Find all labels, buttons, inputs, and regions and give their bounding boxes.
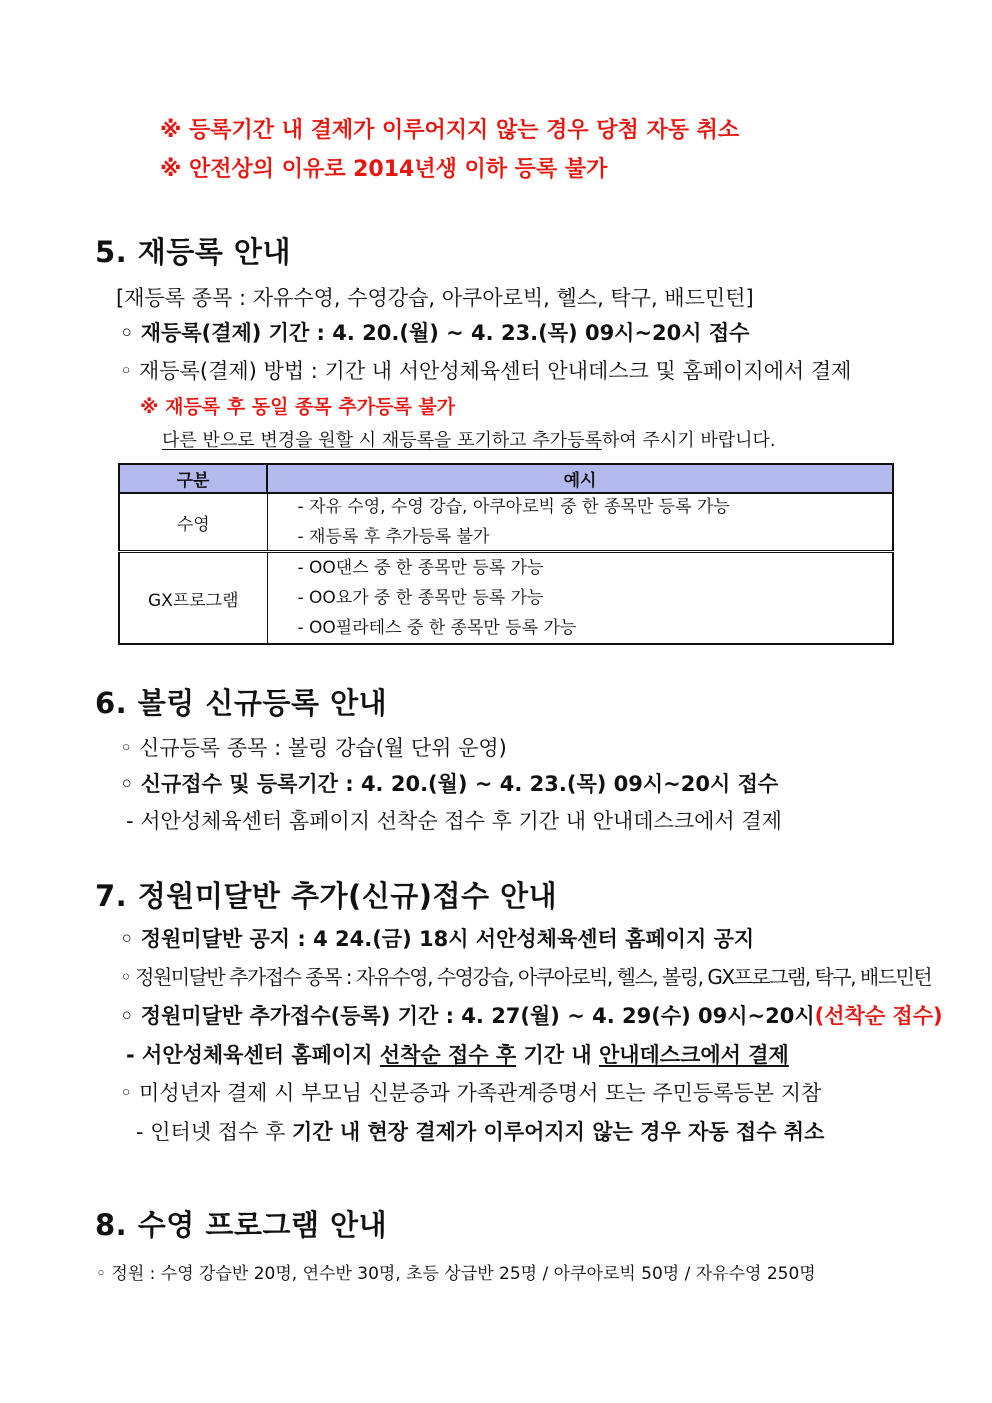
- section-5-title: 5. 재등록 안내: [95, 235, 291, 269]
- vacancy-notice: ◦ 정원미달반 공지 : 4 24.(금) 18시 서안성체육센터 홈페이지 공지: [120, 927, 755, 951]
- re-registration-warning: ※ 재등록 후 동일 종목 추가등록 불가: [140, 396, 456, 418]
- vacancy-method-a: - 서안성체육센터 홈페이지: [126, 1043, 380, 1067]
- section-6-title: 6. 볼링 신규등록 안내: [95, 686, 388, 720]
- table-cell-examples: [267, 493, 893, 552]
- note-underlined: 다른 반으로 변경을 원할 시 재등록을 포기하고 추가등록: [162, 430, 602, 451]
- re-registration-note: [162, 426, 776, 452]
- table-header-row: [119, 464, 893, 493]
- bowling-items: ◦ 신규등록 종목 : 볼링 강습(월 단위 운영): [120, 736, 507, 760]
- table-cell-examples: [267, 552, 893, 645]
- example-line: - 재등록 후 추가등록 불가: [297, 527, 490, 547]
- re-registration-period: ◦ 재등록(결제) 기간 : 4. 20.(월) ~ 4. 23.(목) 09시~20시 접수: [120, 321, 750, 345]
- minor-payment-note: ◦ 미성년자 결제 시 부모님 신분증과 가족관계증명서 또는 주민등록등본 지참: [120, 1081, 822, 1105]
- swim-capacity: ◦ 정원 : 수영 강습반 20명, 연수반 30명, 초등 상급반 25명 / 아쿠아로빅 50명 / 자유수영 250명: [96, 1264, 816, 1284]
- example-line: - OO댄스 중 한 종목만 등록 가능: [297, 558, 544, 578]
- section-7-title: 7. 정원미달반 추가(신규)접수 안내: [95, 879, 558, 913]
- vacancy-period-main: ◦ 정원미달반 추가접수(등록) 기간 : 4. 27(월) ~ 4. 29(수) 09시~20시: [120, 1004, 815, 1028]
- table-header-example: 예시: [267, 464, 893, 493]
- table-cell-category: GX프로그램: [119, 552, 267, 645]
- table-row: [119, 493, 893, 552]
- table-row: [119, 552, 893, 645]
- section-8-title: 8. 수영 프로그램 안내: [95, 1208, 388, 1242]
- vacancy-method-b: 선착순 접수 후: [379, 1043, 517, 1067]
- vacancy-period-first-come: (선착순 접수): [814, 1004, 943, 1028]
- re-registration-items: [재등록 종목 : 자유수영, 수영강습, 아쿠아로빅, 헬스, 탁구, 배드민턴]: [116, 286, 754, 310]
- example-line: - OO필라테스 중 한 종목만 등록 가능: [297, 618, 577, 638]
- note-rest: 하여 주시기 바랍니다.: [601, 430, 776, 451]
- re-registration-method: ◦ 재등록(결제) 방법 : 기간 내 서안성체육센터 안내데스크 및 홈페이지에서 결제: [120, 359, 852, 383]
- auto-cancel-note: [136, 1116, 824, 1146]
- table-header-category: 구분: [119, 464, 267, 493]
- auto-cancel-a: - 인터넷 접수 후: [136, 1120, 292, 1144]
- vacancy-method-d: 안내데스크에서 결제: [598, 1043, 789, 1067]
- bowling-method: - 서안성체육센터 홈페이지 선착순 접수 후 기간 내 안내데스크에서 결제: [126, 809, 782, 833]
- notice-age-limit: ※ 안전상의 이유로 2014년생 이하 등록 불가: [160, 157, 608, 182]
- vacancy-method-c: 기간 내: [516, 1043, 599, 1067]
- example-line: - OO요가 중 한 종목만 등록 가능: [297, 588, 544, 608]
- vacancy-method: [126, 1039, 789, 1069]
- vacancy-period: [120, 1000, 943, 1030]
- re-registration-table: [118, 463, 894, 645]
- vacancy-items: ◦ 정원미달반 추가접수 종목 : 자유수영, 수영강습, 아쿠아로빅, 헬스, 볼링, GX프로그램, 탁구, 배드민턴: [120, 965, 932, 989]
- notice-payment-cancel: ※ 등록기간 내 결제가 이루어지지 않는 경우 당첨 자동 취소: [160, 118, 740, 143]
- example-line: - 자유 수영, 수영 강습, 아쿠아로빅 중 한 종목만 등록 가능: [297, 497, 730, 517]
- bowling-period: ◦ 신규접수 및 등록기간 : 4. 20.(월) ~ 4. 23.(목) 09시~20시 접수: [120, 772, 779, 796]
- auto-cancel-b: 기간 내 현장 결제가 이루어지지 않는 경우 자동 접수 취소: [292, 1120, 825, 1144]
- table-cell-category: 수영: [119, 493, 267, 552]
